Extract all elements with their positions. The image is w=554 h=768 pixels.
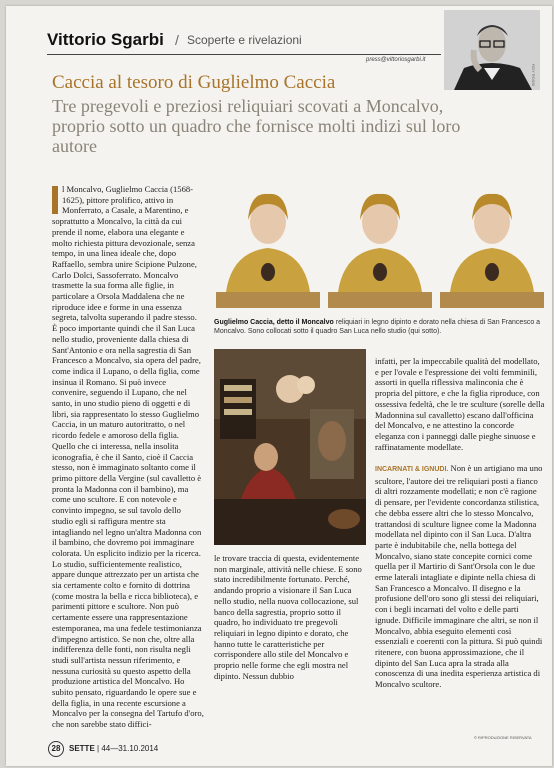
page-footer: 28 SETTE | 44—31.10.2014 (48, 741, 158, 757)
reliquaries-photo (214, 182, 548, 312)
header-rule (47, 54, 441, 55)
caption-bold: Guglielmo Caccia, detto il Moncalvo (214, 319, 334, 326)
page-number: 28 (48, 741, 64, 757)
body-column-3 (375, 356, 545, 690)
header-slash: / (175, 32, 179, 48)
article-title: Caccia al tesoro di Guglielmo Caccia (52, 72, 336, 93)
body-text-1: l Moncalvo, Guglielmo Caccia (1568-1625), pittore prolifico, attivo in Monferrato, a Casale, a Marentino, e soprattutto a Moncalvo, la città da cui prende il nome, elabora una elegante e molto richiesta pittura devozionale, senza tempo, in una linea ideale che, dopo Raffaello, sembra unire Scipione Pulzone, Carlo Dolci, Sassoferrato. Moncalvo trasmette la sua forma alle figlie, in particolare a Orsola Maddalena che ne riproduce idee e forme in una essenza segreta, talvolta superando il padre stesso. È poco importante quindi che il San Luca nello studio, proveniente dalla chiesa di Sant'Antonio e ora nella sagrestia di San Francesco a Moncalvo, sia opera del padre, come indica il Lupano, o della figlia, come insinua il Romano. Si può invece convenire, seguendo il Lupano, che nel santo, in uno studio pieno di oggetti e di libri, sia rappresentato lo stesso Guglielmo Caccia, in un maturo autoritratto, o nel ricordo fedele e amoroso della figlia. Quello che ci interessa, nella insolita iconografia, è che il Santo, cioè il Caccia stesso, non è immaginato soltanto come il primo pittore della Vergine (sul cavalletto è pronta la Madonna con il bambino), ma come uno scultore. E con notevole e convinto impegno, se sul tavolo dello studio egli si raffigura mentre sta intagliando nel legno un'altra Madonna con il bambino, che dovremo poi immaginare colorata. Un esplicito indizio per la ricerca. Lo studio, sufficientemente realistico, appare dunque attrezzato per un artista che sia certamente colto e fornito di dottrina (come mostra la bella e ricca biblioteca), e parimenti pittore e scultore. Non può certamente essere una rappresentazione estemporanea, ma una fedele testimonianza d'impegno artistico. Se non che, oltre alla indifferenza delle fonti, non risulta negli studi sull'artista nessun riferimento, e nessuna curiosità su questo aspetto della produzione artistica del Moncalvo. Ho subito pensato, riguardando le opere sue e della figlia, in una recente escursione a Moncalvo per la consegna del Tartufo d'oro, che non sarebbe stato diffici- (52, 184, 204, 730)
copyright-note: © RIPRODUZIONE RISERVATA (474, 735, 532, 740)
san-luca-painting (214, 349, 366, 545)
section-lead: INCARNATI & IGNUDI. (375, 466, 449, 474)
article-subtitle: Tre pregevoli e preziosi reliquiari scovati a Moncalvo, proprio sotto un quadro che fornisce molti indizi sul loro autore (52, 96, 461, 156)
body-text-3a: infatti, per la impeccabile qualità del modellato, e per l'ovale e l'espressione dei volti femminili, assorti in quella riflessiva malinconia che è propria del pittore, e che la figlia riproduce, con ossessiva fedeltà, che le tre sculture (sorelle della Madonnina sul cavalletto) escano dall'officina del Moncalvo, e ne attestino la concorde eleganza con i panneggi dalle pieghe sinuose e raffinatamente modellate. (375, 356, 545, 452)
issue-date: 44—31.10.2014 (101, 744, 159, 753)
body-text-3b: Non è un artigiano ma uno scultore, l'autore dei tre reliquiari posti a fianco di altri rozzamente modellati; e non c'è ragione di pensare, per l'evidente concordanza stilistica, che debba essere altri che lo stesso Moncalvo, trattandosi di sculture lignee come la Madonna modellata nel dipinto con il San Luca. D'altra parte è indubitabile che, nella bottega del Moncalvo, siano state concepite cornici come quella per il Martirio di Sant'Orsola con le due erme laterali intagliate e dipinte nella chiesa di San Francesco a Moncalvo. Il disegno e la profusione dell'oro sono gli stessi dei reliquiari, con i begli incarnati del volto e delle parti ignude. Difficile immaginare che altri, se non il Moncalvo, abbia eseguito elementi così essenziali e coerenti con la pittura. Si può quindi ritenere, con buona approssimazione, che il dipinto del San Luca apra la strada alla conoscenza di una inedita esperienza artistica di Moncalvo scultore. (375, 463, 543, 690)
author-email: press@vittoriosgarbi.it (366, 57, 426, 63)
rubric-label: Scoperte e rivelazioni (187, 33, 302, 47)
magazine-name: SETTE (69, 744, 95, 753)
image-caption (214, 318, 544, 336)
dropcap (52, 186, 58, 214)
photo-credit: ROY ROSSI (531, 64, 536, 87)
author-photo (444, 10, 540, 90)
author-name: Vittorio Sgarbi (47, 30, 164, 49)
body-column-2: le trovare traccia di questa, evidentemente non marginale, attività nelle chiese. E sono stato incredibilmente fortunato. Perché, andando proprio a visionare il San Luca nello studio, nella nuova collocazione, sul banco della sagrestia, proprio sotto il quadro, ho individuato tre pregevoli reliquiari in legno dipinto e dorato, che hanno tutte le caratteristiche per corrispondere allo stile del Moncalvo e proprio nelle forme che egli mostra nel dipinto. Nessun dubbio (214, 553, 362, 681)
caption-text: reliquiari in legno dipinto e dorato nella chiesa di San Francesco a Moncalvo. Sono collocati sotto il quadro San Luca nello studio (qui sotto). (214, 319, 541, 335)
body-column-1 (52, 184, 204, 730)
